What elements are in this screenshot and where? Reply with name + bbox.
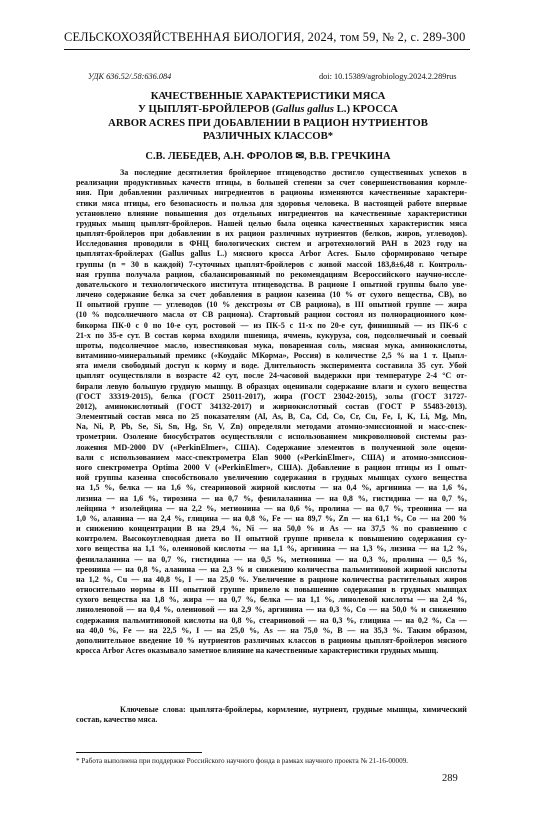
abstract-line: Элементный состав мяса по 25 показателям (Al, As, B, Ca, Cd, Co, Cr, Cu, Fe, I, K, Li, Mg, Mn, xyxy=(76,412,467,422)
abstract-line: лейцина + изолейцина — на 2,2 %, метионина — на 0,6 %, пролина — на 0,7 %, треонина — на xyxy=(76,503,467,513)
page-number: 289 xyxy=(442,773,458,784)
footnote: * Работа выполнена при поддержке Российского научного фонда в рамках научного проекта № 21-16-00009. xyxy=(76,757,409,765)
article-title xyxy=(70,90,466,143)
keywords-line: Ключевые слова: цыплята-бройлеры, кормление, нутриент, грудные мышцы, химический xyxy=(120,705,467,714)
abstract-line: цыплятах-бройлерах (Gallus gallus L.) мясного кросса Arbor Acres. Было сформировано четыре xyxy=(76,249,467,259)
abstract-line: лизина — на 1,6 %, тирозина — на 0,7 %, фенилаланина — на 0,8 %, гистидина — на 0,7 %, xyxy=(76,493,467,503)
keywords xyxy=(76,705,467,725)
abstract-line: грудных мышц цыплят-бройлеров. Нашей целью была оценка качественных характеристик мяса xyxy=(76,218,467,228)
abstract-line: кросса Arbor Acres оказывало заметное влияние на качественные характеристики грудных мышц. xyxy=(76,646,439,656)
header-rule xyxy=(64,49,470,50)
abstract-line: 1,0 %, аланина — на 2,4 %, глицина — на 0,8 %, Fe — на 89,7 %, Zn — на 61,1 %, Co — на 200 % xyxy=(76,513,467,523)
footnote-rule xyxy=(76,752,202,753)
abstract-line: вали с использованием масс-спектрометра Elan 9000 («PerkinElmer», США) и атомно-эмиссион- xyxy=(76,452,467,462)
abstract-line: (ГОСТ 33319-2015), белка (ГОСТ 25011-2017), жира (ГОСТ 23042-2015), золы (ГОСТ 31727- xyxy=(76,391,467,401)
abstract-line: на 1,5 %, белка — на 1,6 %, стеариновой жирной кислоты — на 0,4 %, аргинина — на 1,6 %, xyxy=(76,483,467,493)
abstract-line: на 40,0 %, Fe — на 22,5 %, I — на 25,0 %, As — на 75,0 %, B — на 35,3 %. Таким образом, xyxy=(76,625,467,635)
title-line-2-end: L.) КРОССА xyxy=(333,103,398,116)
title-line-2-start: У ЦЫПЛЯТ-БРОЙЛЕРОВ ( xyxy=(138,103,276,116)
udc-code: УДК 636.52/.58:636.084 xyxy=(88,72,172,81)
abstract-line: сухого вещества на 1,8 %, жира — на 0,7 %, белка — на 1,1 %, линолевой кислоты — на 2,4 %, xyxy=(76,595,467,605)
abstract-line: шроты, подсолнечное масло, известняковая мука, поваренная соль, мясная мука, аминокислоты, xyxy=(76,340,467,350)
abstract-line: 21-х по 35-е сут. В состав корма входили пшеница, ячмень, кукуруза, соя, подсолнечный и соевый xyxy=(76,330,467,340)
abstract-line: группы (n = 30 в каждой) 7-суточных цыплят-бройлеров с живой массой 183,8±6,48 г. Контроль- xyxy=(76,259,467,269)
abstract-line: фенилаланина — на 0,7 %, гистидина — на 0,5 %, метионина — на 0,3 %, пролина — 0,5 %, xyxy=(76,554,467,564)
species-name: Gallus gallus xyxy=(275,103,334,116)
abstract-line: ята имели свободный доступ к корму и воде. Длительность эксперимента составила 35 сут. Убой xyxy=(76,361,467,371)
abstract-line: ния. При добавлении различных ингредиентов в рационы изменяются качественные характери- xyxy=(76,188,467,198)
abstract xyxy=(76,168,467,656)
abstract-line: линоленовой — на 0,4 %, олеиновой — на 2,9 %, аргинина — на 0,3 %, Co — на 50,0 % и снижению xyxy=(76,605,467,615)
abstract-line: установлено влияние повышения доз отдельных ингредиентов на качественные характеристики xyxy=(76,208,467,218)
abstract-line: бикорма ПК-0 с 0 по 10-е сут, ростовой — из ПК-5 с 11-х по 20-е сут, финишный — из ПК-6 с xyxy=(76,320,467,330)
abstract-line: и снижению концентрации B на 29,4 %, Ni — на 50,0 % и As — на 37,5 % по сравнению с xyxy=(76,524,467,534)
abstract-line: витаминно-минеральный премикс («Коудайс МКорма», Россия) в количестве 2,5 % на 1 т. Цыпл- xyxy=(76,351,467,361)
abstract-line: контролем. Высокоуглеводная диета во II опытной группе привела к повышению содержания су- xyxy=(76,534,467,544)
doi-link[interactable]: doi: 10.15389/agrobiology.2024.2.289rus xyxy=(319,72,457,81)
title-line-4: РАЗЛИЧНЫХ КЛАССОВ* xyxy=(202,129,334,142)
abstract-line: треонина — на 0,8 %, аланина — на 2,3 % и снижению количества пальмитиновой жирной кислоты xyxy=(76,564,467,574)
abstract-line: цыплят-бройлеров при добавлении в их рацион различных нутриентов (белков, жиров, углеводов). xyxy=(76,229,467,239)
abstract-line: 2012), аминокислотный (ГОСТ 34132-2017) и жирнокислотный состав (ГОСТ Р 55483-2013). xyxy=(76,401,467,411)
abstract-line: относительно нормы в III опытной группе привело к повышению содержания в грудных мышцах xyxy=(76,585,467,595)
abstract-line: ной группы казеина способствовало увеличению содержания в грудных мышцах сухого вещества xyxy=(76,473,467,483)
abstract-line: реализации продуктивных качеств птицы, в большей степени за счет совершенствования кормле- xyxy=(76,178,467,188)
abstract-line: ложения MD-2000 DV («PerkinElmer», США). Содержание элементов в полученной золе оцени- xyxy=(76,442,467,452)
abstract-line: дополнительное введение 10 % нутриентов различных классов в рационы цыплят-бройлеров мясного xyxy=(76,635,467,645)
title-line-1: КАЧЕСТВЕННЫЕ ХАРАКТЕРИСТИКИ МЯСА xyxy=(150,90,386,102)
title-line-2 xyxy=(70,103,466,116)
authors: С.В. ЛЕБЕДЕВ, А.Н. ФРОЛОВ ✉, В.В. ГРЕЧКИНА xyxy=(145,151,391,162)
abstract-line: ная группа получала рацион, сбалансированный по рекомендациям Всероссийского научно-иссле- xyxy=(76,269,467,279)
abstract-line: Na, Ni, P, Pb, Se, Si, Sn, Hg, Sr, V, Zn) определяли методами атомно-эмиссионной и масс-спек- xyxy=(76,422,467,432)
abstract-line: хого вещества на 1,1 %, олеиновой кислоты — на 1,1 %, аргинина — на 1,3 %, лизина — на 1,2 %, xyxy=(76,544,467,554)
journal-running-header: СЕЛЬСКОХОЗЯЙСТВЕННАЯ БИОЛОГИЯ, 2024, том 59, № 2, с. 289-300 xyxy=(64,30,466,44)
abstract-line: ного спектрометра Optima 2000 V («PerkinElmer», США). Добавление в рацион птицы из I опыт- xyxy=(76,462,467,472)
abstract-line: содержания пальмитиновой кислоты на 0,8 %, стеариновой — на 0,3 %, глицина — на 0,2 %, Ca — xyxy=(76,615,467,625)
abstract-line: (10 % подсолнечного масла от СВ рациона). Стартовый рацион состоял из полнорационного ком- xyxy=(76,310,467,320)
abstract-line: стики мяса птицы, его безопасность и польза для здоровья человека. В настоящей работе впервые xyxy=(76,198,467,208)
abstract-line: на 1,2 %, Cu — на 40,8 %, I — на 25,0 %. Увеличение в рационе количества растительных жиров xyxy=(76,574,467,584)
title-line-3: ARBOR ACRES ПРИ ДОБАВЛЕНИИ В РАЦИОН НУТРИЕНТОВ xyxy=(108,116,428,129)
abstract-line: довательского и технологического института птицеводства. В рационе I опытной группы было уве- xyxy=(76,279,467,289)
abstract-line: За последние десятилетия бройлерное птицеводство достигло существенных успехов в xyxy=(120,168,467,177)
abstract-line: Исследования проводили в ФНЦ биологических систем и агротехнологий РАН в 2023 году на xyxy=(76,239,467,249)
keywords-line: состав, качество мяса. xyxy=(76,715,158,725)
abstract-line: бирали левую большую грудную мышцу. В образцах оценивали содержание влаги и сухого вещества xyxy=(76,381,467,391)
abstract-line: цыплят осуществляли в возрасте 42 сут, после 24-часовой выдержки при температуре 2-4 °C от- xyxy=(76,371,467,381)
abstract-line: личено содержание белка за счет добавления в рацион казеина (10 % от сухого вещества, СВ), во xyxy=(76,290,467,300)
abstract-line: трометрии. Озоление биосубстратов осуществляли с использованием микроволновой системы раз- xyxy=(76,432,467,442)
abstract-line: II опытной группе — углеводов (10 % декстрозы от СВ рациона), в III опытной группе — жира xyxy=(76,300,467,310)
